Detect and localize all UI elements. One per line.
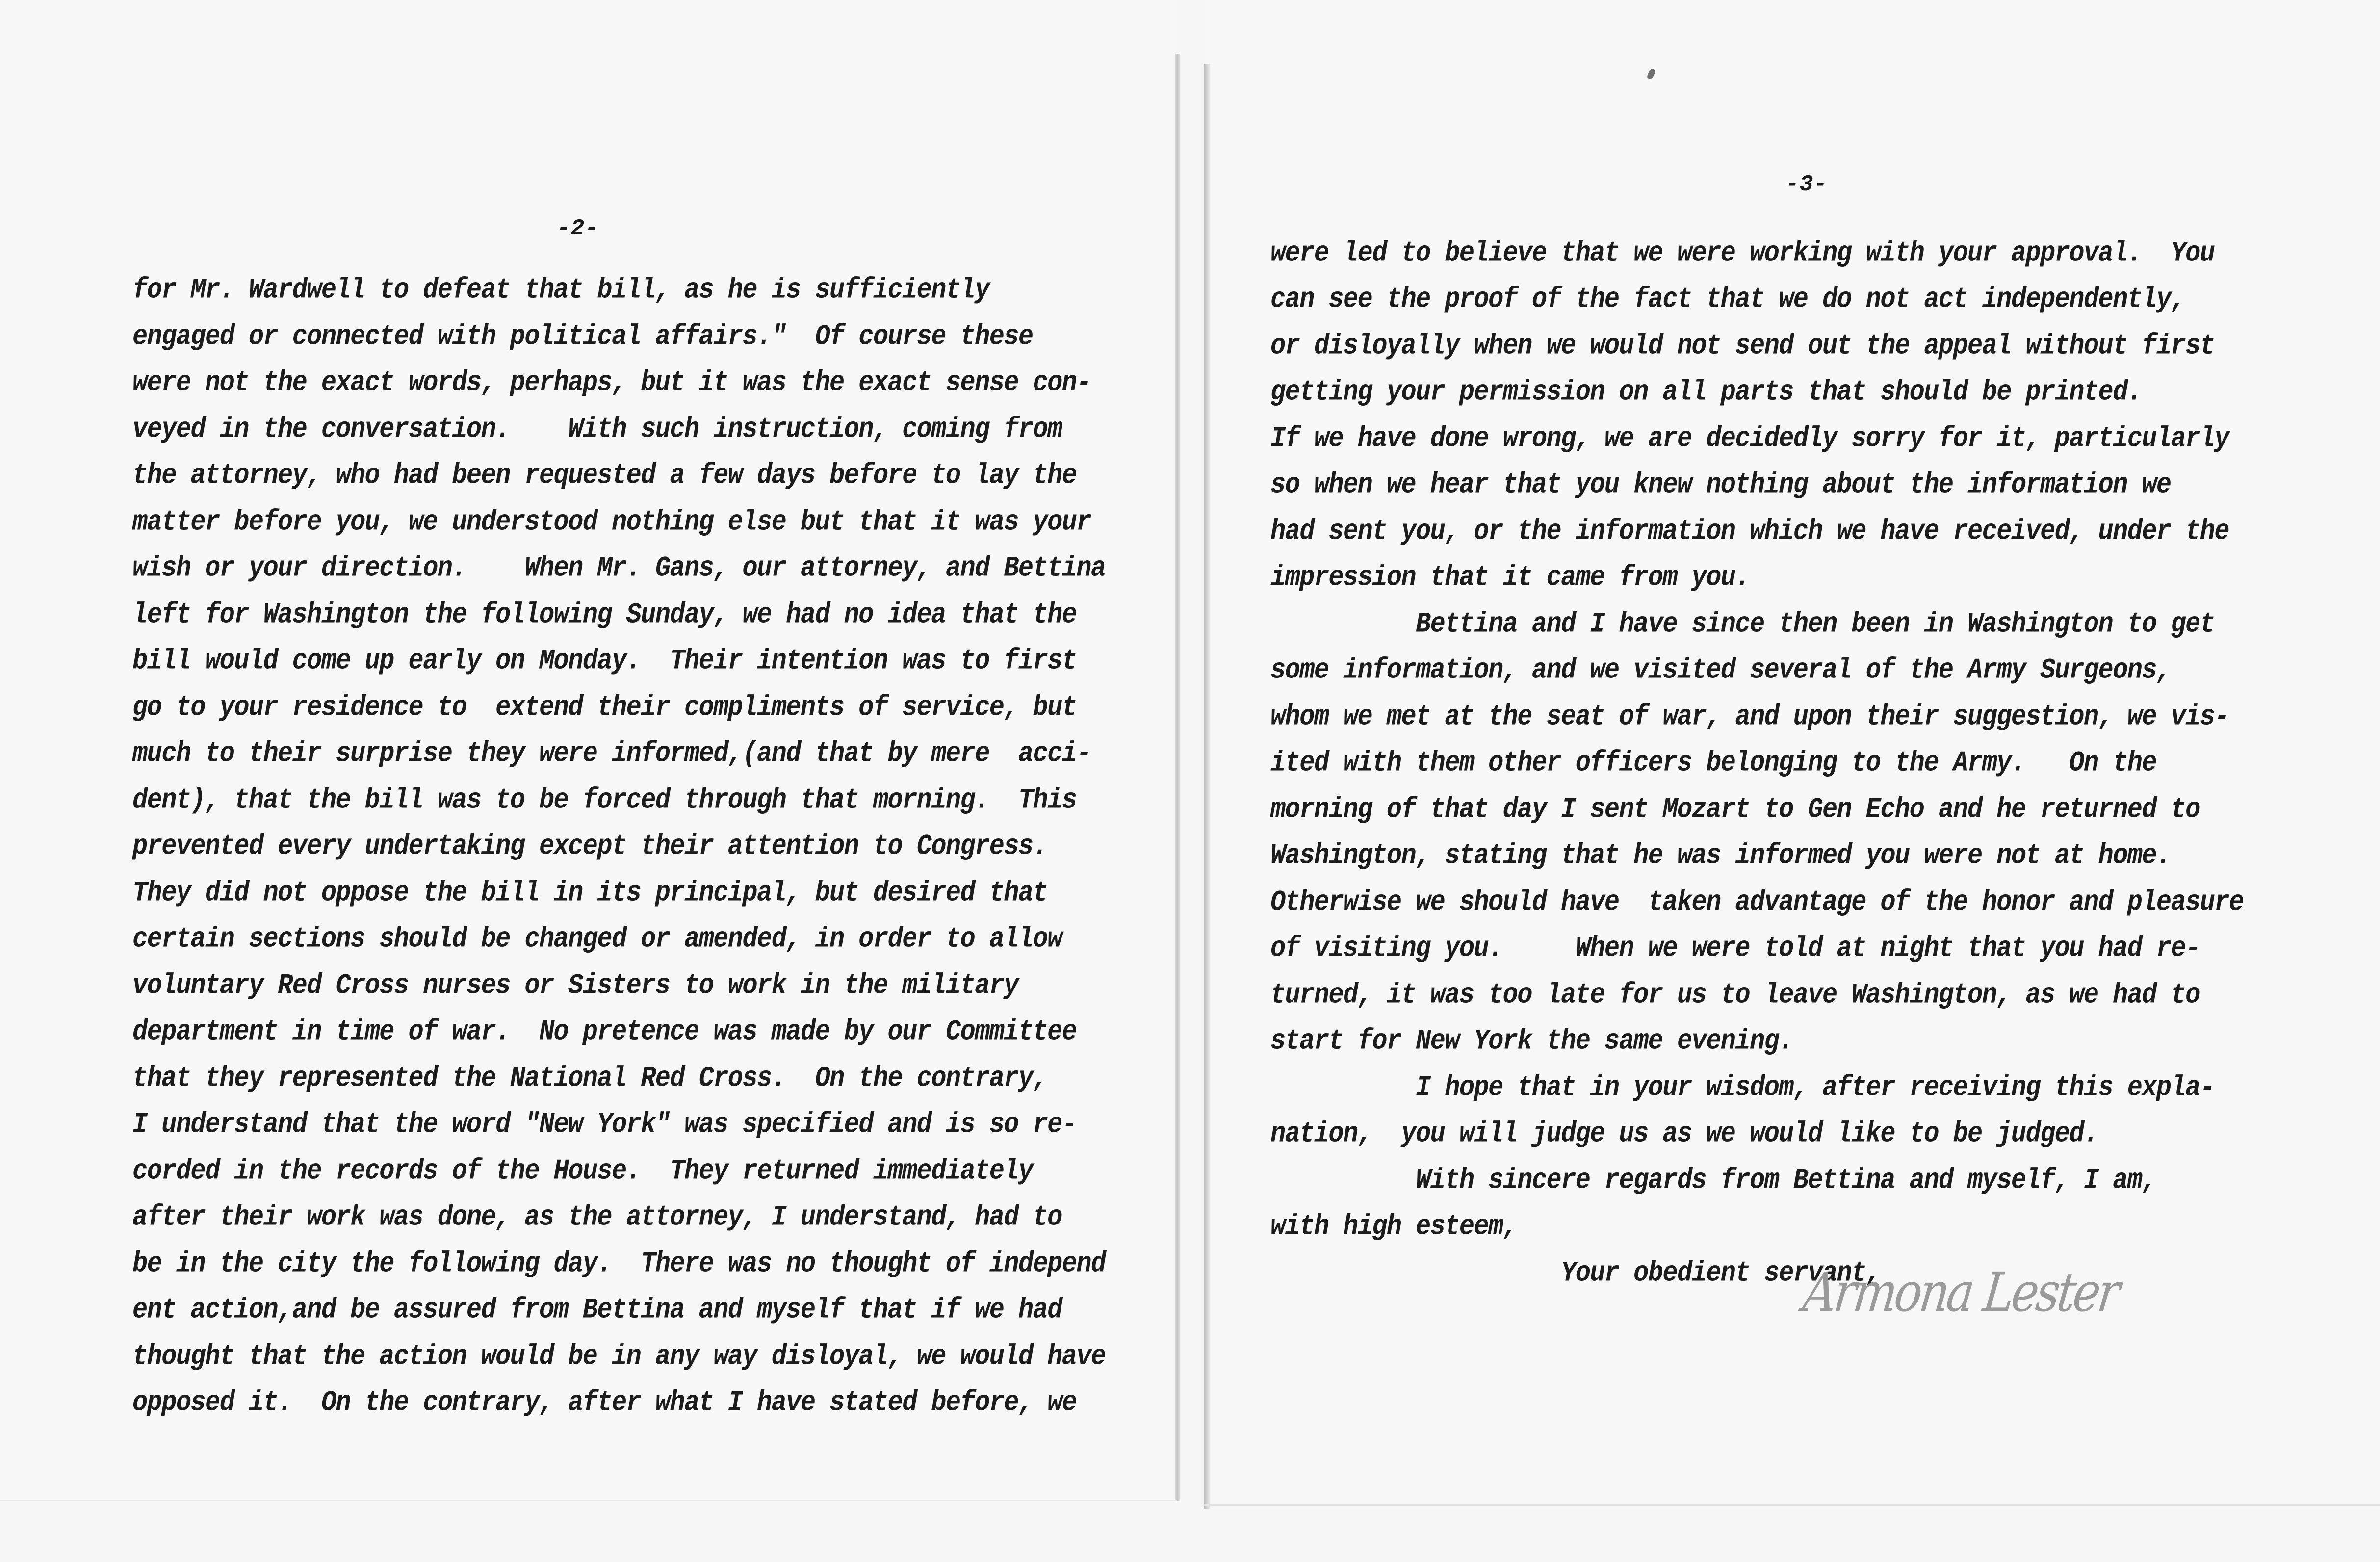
text-line: Otherwise we should have taken advantage of the honor and pleasure bbox=[1270, 886, 2244, 919]
text-line: had sent you, or the information which we have received, under the bbox=[1270, 515, 2229, 548]
text-line: can see the proof of the fact that we do not act independently, bbox=[1270, 283, 2186, 316]
text-line: corded in the records of the House. They returned immediately bbox=[132, 1155, 1033, 1188]
letter-page-2 bbox=[0, 0, 1177, 1501]
text-line: the attorney, who had been requested a few days before to lay the bbox=[132, 459, 1077, 492]
text-line: I understand that the word "New York" was specified and is so re- bbox=[132, 1108, 1077, 1141]
text-line: after their work was done, as the attorney, I understand, had to bbox=[132, 1201, 1062, 1234]
text-line: prevented every undertaking except their attention to Congress. bbox=[132, 830, 1048, 863]
text-line: much to their surprise they were informed,(and that by mere acci- bbox=[132, 737, 1091, 770]
text-line: certain sections should be changed or amended, in order to allow bbox=[132, 923, 1062, 956]
page-number: -3- bbox=[1785, 172, 1828, 197]
text-line: impression that it came from you. bbox=[1270, 561, 1750, 594]
text-line: dent), that the bill was to be forced through that morning. This bbox=[132, 784, 1077, 817]
text-line: They did not oppose the bill in its principal, but desired that bbox=[132, 877, 1048, 910]
text-line: opposed it. On the contrary, after what I have stated before, we bbox=[132, 1386, 1077, 1419]
ink-mark bbox=[1646, 68, 1656, 80]
page-number: -2- bbox=[557, 216, 599, 241]
text-line: Bettina and I have since then been in Washington to get bbox=[1270, 608, 2215, 641]
text-line: ent action,and be assured from Bettina and myself that if we had bbox=[132, 1294, 1062, 1327]
page-edge-shadow bbox=[1204, 64, 1210, 1509]
text-line: matter before you, we understood nothing else but that it was your bbox=[132, 506, 1091, 539]
text-line: left for Washington the following Sunday, we had no idea that the bbox=[132, 599, 1077, 631]
letter-page-3 bbox=[1204, 0, 2380, 1509]
text-line: morning of that day I sent Mozart to Gen Echo and he returned to bbox=[1270, 793, 2200, 826]
text-line: voluntary Red Cross nurses or Sisters to work in the military bbox=[132, 969, 1018, 1002]
text-line: start for New York the same evening. bbox=[1270, 1025, 1793, 1058]
page-bottom-edge bbox=[1204, 1504, 2380, 1506]
text-line: nation, you will judge us as we would like to be judged. bbox=[1270, 1118, 2098, 1150]
text-line: thought that the action would be in any way disloyal, we would have bbox=[132, 1340, 1106, 1373]
text-line: for Mr. Wardwell to defeat that bill, as he is sufficiently bbox=[132, 274, 989, 307]
text-line: I hope that in your wisdom, after receiving this expla- bbox=[1270, 1071, 2215, 1104]
text-line: Washington, stating that he was informed you were not at home. bbox=[1270, 839, 2171, 872]
text-line: If we have done wrong, we are decidedly sorry for it, particularly bbox=[1270, 422, 2229, 455]
text-line: engaged or connected with political affairs." Of course these bbox=[132, 320, 1033, 353]
text-line: department in time of war. No pretence was made by our Committee bbox=[132, 1015, 1077, 1048]
text-line: or disloyally when we would not send out the appeal without first bbox=[1270, 330, 2215, 363]
handwritten-signature: Armona Lester bbox=[1800, 1261, 2121, 1324]
text-line: turned, it was too late for us to leave Washington, as we had to bbox=[1270, 979, 2200, 1012]
text-line: so when we hear that you knew nothing about the information we bbox=[1270, 469, 2171, 501]
text-line: With sincere regards from Bettina and myself, I am, bbox=[1270, 1164, 2156, 1197]
text-line: of visiting you. When we were told at night that you had re- bbox=[1270, 932, 2200, 965]
text-line: go to your residence to extend their compliments of service, but bbox=[132, 691, 1077, 724]
page-edge-shadow bbox=[1175, 54, 1180, 1501]
text-line: whom we met at the seat of war, and upon their suggestion, we vis- bbox=[1270, 701, 2229, 733]
text-line: bill would come up early on Monday. Their intention was to first bbox=[132, 645, 1077, 677]
text-line: wish or your direction. When Mr. Gans, our attorney, and Bettina bbox=[132, 552, 1106, 585]
text-line: that they represented the National Red Cross. On the contrary, bbox=[132, 1062, 1048, 1095]
page-bottom-edge bbox=[0, 1500, 1177, 1501]
text-line: getting your permission on all parts that should be printed. bbox=[1270, 376, 2142, 409]
text-line: with high esteem, bbox=[1270, 1210, 1518, 1243]
text-line: some information, and we visited several of the Army Surgeons, bbox=[1270, 654, 2171, 687]
text-line: ited with them other officers belonging to the Army. On the bbox=[1270, 747, 2156, 780]
text-line: be in the city the following day. There was no thought of independ bbox=[132, 1248, 1106, 1280]
text-line: were led to believe that we were working with your approval. You bbox=[1270, 237, 2215, 270]
text-line: were not the exact words, perhaps, but it was the exact sense con- bbox=[132, 366, 1091, 399]
text-line: veyed in the conversation. With such instruction, coming from bbox=[132, 413, 1062, 446]
text-line: Your obedient servant, bbox=[1270, 1257, 1881, 1290]
